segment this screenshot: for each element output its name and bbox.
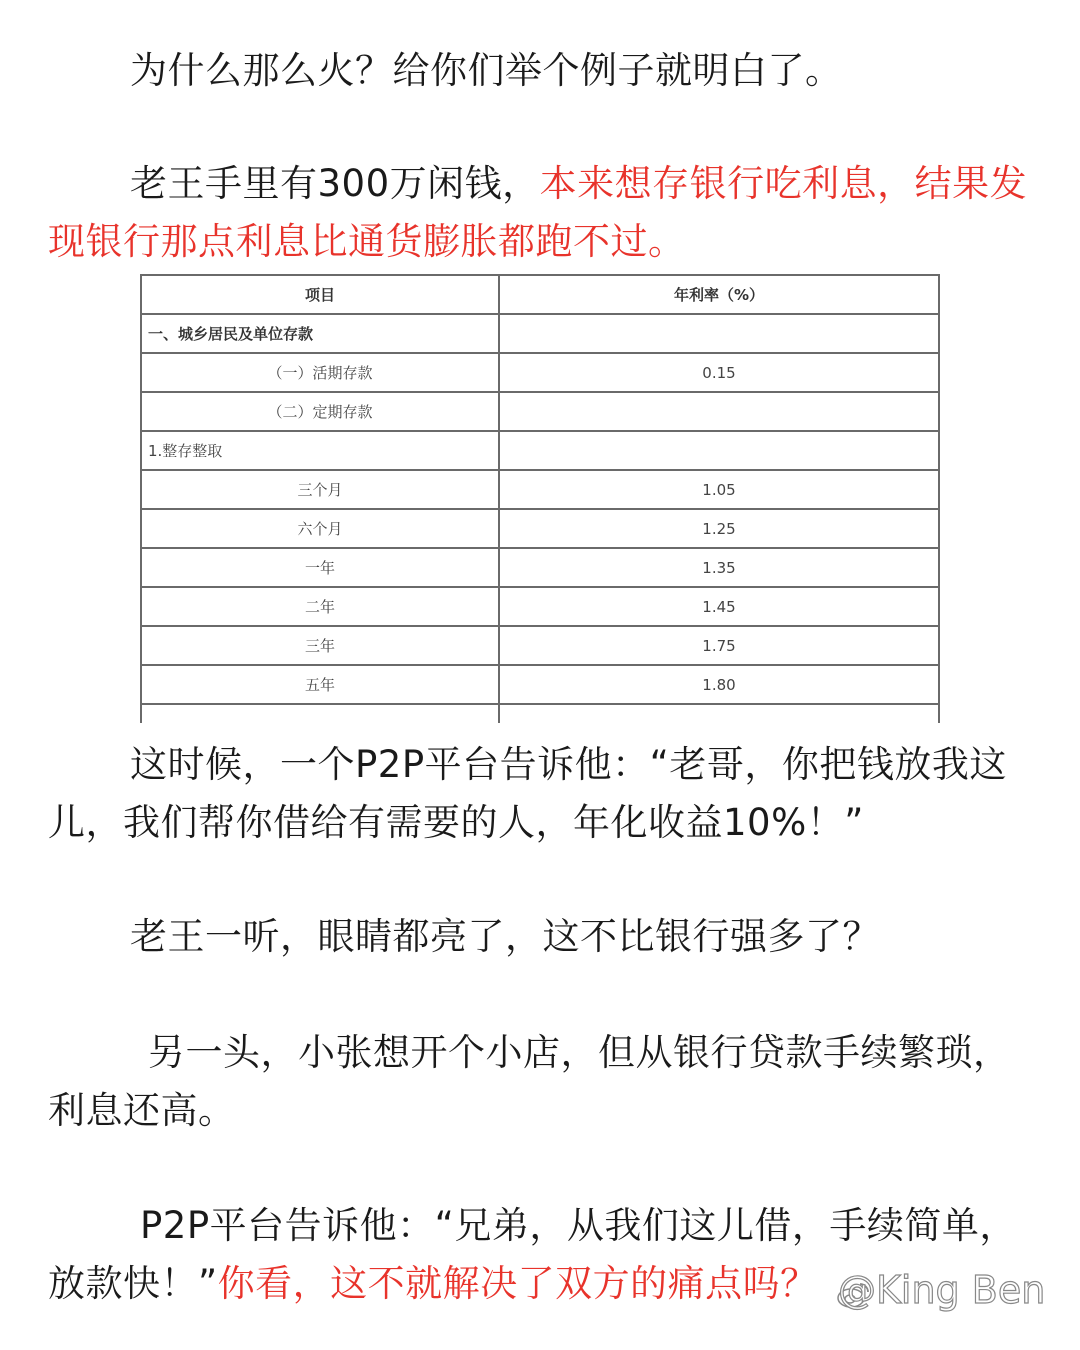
table-cell-item: 一年 bbox=[141, 548, 499, 587]
table-cell-rate: 1.45 bbox=[499, 587, 939, 626]
table-cell-rate bbox=[499, 392, 939, 431]
table-row bbox=[141, 470, 939, 509]
table-cell-item: 三个月 bbox=[141, 470, 499, 509]
table-cell-item: 一、城乡居民及单位存款 bbox=[141, 314, 499, 353]
paragraph-laowang-reaction bbox=[48, 908, 1038, 966]
table-header-item: 项目 bbox=[141, 275, 499, 314]
table-cell-item: 六个月 bbox=[141, 509, 499, 548]
table-row bbox=[141, 548, 939, 587]
table-cell-rate: 1.25 bbox=[499, 509, 939, 548]
table-header-rate: 年利率（%） bbox=[499, 275, 939, 314]
table-cell-rate: 0.15 bbox=[499, 353, 939, 392]
table-row bbox=[141, 509, 939, 548]
deposit-rate-table bbox=[140, 274, 940, 723]
table-cell-rate: 1.35 bbox=[499, 548, 939, 587]
table-row bbox=[141, 431, 939, 470]
laowang-savings-text: 老王手里有300万闲钱， bbox=[130, 162, 540, 205]
paragraph-p2p-offer bbox=[48, 736, 1038, 852]
table-row bbox=[141, 353, 939, 392]
watermark-text: @King Ben bbox=[838, 1268, 1046, 1312]
laowang-savings-highlight: 本来想存银行吃利息，结果发现银行那点利息比通货膨胀都跑不过。 bbox=[48, 162, 1028, 263]
table-cut-cell bbox=[141, 704, 499, 723]
table-cell-item: （一）活期存款 bbox=[141, 353, 499, 392]
paragraph-laowang-savings bbox=[48, 155, 1038, 271]
table-cell-rate bbox=[499, 314, 939, 353]
paragraph-xiaozhang bbox=[48, 1024, 1038, 1140]
table-row bbox=[141, 665, 939, 704]
table-cell-rate: 1.75 bbox=[499, 626, 939, 665]
table-cell-item: 五年 bbox=[141, 665, 499, 704]
table-cut-cell bbox=[499, 704, 939, 723]
table-cell-item: （二）定期存款 bbox=[141, 392, 499, 431]
table-cell-rate: 1.80 bbox=[499, 665, 939, 704]
p2p-loan-highlight: 你看，这不就解决了双方的痛点吗？ bbox=[217, 1262, 818, 1305]
table-row bbox=[141, 392, 939, 431]
intro-text: 为什么那么火？给你们举个例子就明白了。 bbox=[130, 49, 843, 92]
paragraph-intro bbox=[48, 42, 1038, 100]
table-cut-row bbox=[141, 704, 939, 723]
table-cell-item: 二年 bbox=[141, 587, 499, 626]
laowang-reaction-text: 老王一听，眼睛都亮了，这不比银行强多了？ bbox=[130, 915, 880, 958]
table-cell-rate bbox=[499, 431, 939, 470]
table-row bbox=[141, 314, 939, 353]
p2p-offer-text: 这时候，一个P2P平台告诉他：“老哥，你把钱放我这儿，我们帮你借给有需要的人，年化收益10%！” bbox=[48, 743, 1007, 844]
table-cell-item: 1.整存整取 bbox=[141, 431, 499, 470]
table-cell-item: 三年 bbox=[141, 626, 499, 665]
xiaozhang-text: 另一头，小张想开个小店，但从银行贷款手续繁琐，利息还高。 bbox=[48, 1031, 1011, 1132]
table-row bbox=[141, 626, 939, 665]
table-row bbox=[141, 587, 939, 626]
p2p-loan-text: P2P平台告诉他：“兄弟，从我们这儿借，手续简单，放款快！” bbox=[48, 1204, 1017, 1305]
table-cell-rate: 1.05 bbox=[499, 470, 939, 509]
table-header-row bbox=[141, 275, 939, 314]
